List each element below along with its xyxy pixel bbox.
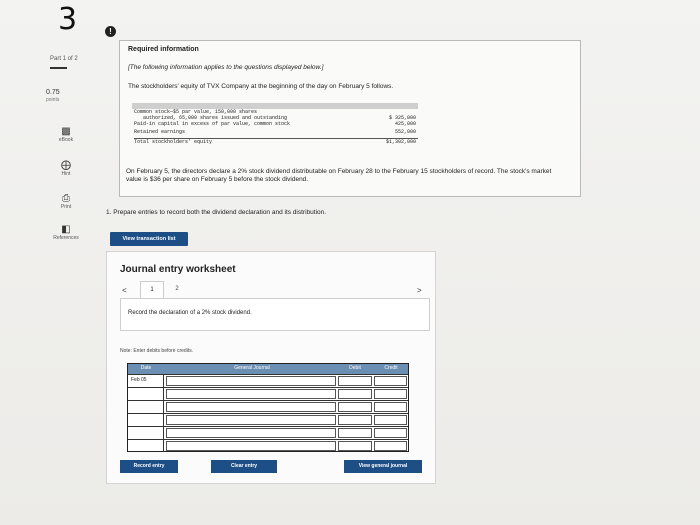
account-input[interactable]	[166, 441, 336, 451]
event-description: On February 5, the directors declare a 2% stock dividend distributable on February 28 to the February 15 stockholders of record. The stock's market value is $36 per share on February 5 before the stock dividend.	[126, 168, 552, 183]
account-input[interactable]	[166, 389, 336, 399]
debit-input[interactable]	[338, 441, 372, 451]
debit-input[interactable]	[338, 389, 372, 399]
equity-description: Total stockholders' equity	[134, 139, 213, 145]
question-number: 3	[58, 2, 78, 37]
points-value: 0.75	[46, 89, 60, 96]
account-input[interactable]	[166, 402, 336, 412]
worksheet-title: Journal entry worksheet	[120, 264, 236, 275]
print-button[interactable]	[46, 193, 86, 210]
equity-description: Retained earnings	[134, 129, 186, 135]
info-title: Required information	[128, 46, 199, 53]
note-text: Note: Enter debits before credits.	[120, 348, 194, 354]
hint-icon: ⨁	[61, 160, 71, 171]
equity-amount: $1,302,000	[385, 139, 416, 145]
debit-input[interactable]	[338, 415, 372, 425]
clear-entry-button[interactable]: Clear entry	[211, 460, 277, 473]
column-header-credit: Credit	[384, 365, 398, 371]
equity-description: Paid-in capital in excess of par value, common stock	[134, 121, 291, 127]
column-header-debit: Debit	[349, 365, 361, 371]
alert-icon: !	[105, 26, 116, 37]
debit-input[interactable]	[338, 428, 372, 438]
equity-amount: 552,000	[394, 129, 416, 135]
instruction-text: 1. Prepare entries to record both the dividend declaration and its distribution.	[106, 209, 327, 216]
references-label: References	[53, 235, 79, 241]
date-cell[interactable]	[128, 401, 164, 413]
info-intro: The stockholders' equity of TVX Company at the beginning of the day on February 5 follows.	[128, 83, 394, 90]
account-input[interactable]	[166, 415, 336, 425]
equity-amount: $ 325,000	[388, 115, 416, 121]
hint-label: Hint	[61, 171, 71, 177]
points-label: points	[46, 97, 60, 103]
hint-button[interactable]	[46, 160, 86, 177]
table-row	[128, 387, 408, 399]
print-label: Print	[60, 204, 72, 210]
table-row	[128, 374, 408, 386]
ebook-button[interactable]	[46, 126, 86, 143]
journal-table	[127, 363, 409, 452]
equity-row	[134, 129, 418, 136]
page-tab-2[interactable]: 2	[175, 286, 179, 292]
column-header-general-journal: General Journal	[234, 365, 270, 371]
credit-input[interactable]	[374, 415, 407, 425]
debit-input[interactable]	[338, 402, 372, 412]
equity-total-row	[134, 138, 418, 145]
credit-input[interactable]	[374, 402, 407, 412]
equity-row	[134, 121, 418, 128]
table-row	[128, 413, 408, 425]
table-row	[128, 400, 408, 412]
references-icon: ◧	[61, 224, 71, 235]
debit-input[interactable]	[338, 376, 372, 386]
next-page-icon[interactable]: >	[417, 286, 422, 295]
date-cell[interactable]	[128, 427, 164, 439]
equity-amount: 425,000	[394, 121, 416, 127]
part-label: Part 1 of 2	[50, 56, 78, 62]
account-input[interactable]	[166, 428, 336, 438]
date-cell[interactable]: Feb 05	[128, 375, 164, 387]
credit-input[interactable]	[374, 441, 407, 451]
credit-input[interactable]	[374, 376, 407, 386]
date-cell[interactable]	[128, 414, 164, 426]
table-row	[128, 439, 408, 451]
view-transaction-list-button[interactable]: View transaction list	[110, 232, 188, 246]
info-note: [The following information applies to the questions displayed below.]	[128, 64, 324, 71]
credit-input[interactable]	[374, 428, 407, 438]
date-cell[interactable]	[128, 388, 164, 400]
ebook-label: eBook	[58, 137, 74, 143]
prev-page-icon[interactable]: <	[122, 286, 127, 295]
equity-description: Common stock—$5 par value, 150,000 shares	[134, 109, 258, 115]
part-progress-bar	[50, 67, 67, 69]
credit-input[interactable]	[374, 389, 407, 399]
table-row	[128, 426, 408, 438]
view-general-journal-button[interactable]: View general journal	[344, 460, 422, 473]
page-tab-1[interactable]: 1	[140, 281, 164, 298]
equity-description: authorized, 65,000 shares issued and outstanding	[134, 115, 288, 121]
column-header-date: Date	[140, 365, 152, 371]
account-input[interactable]	[166, 376, 336, 386]
record-entry-button[interactable]: Record entry	[120, 460, 178, 473]
print-icon: ⎙	[62, 193, 70, 204]
date-cell[interactable]	[128, 440, 164, 452]
references-button[interactable]	[46, 224, 86, 241]
prompt-text: Record the declaration of a 2% stock dividend.	[128, 310, 252, 316]
book-icon: ▩	[61, 126, 71, 137]
journal-header	[128, 364, 408, 374]
